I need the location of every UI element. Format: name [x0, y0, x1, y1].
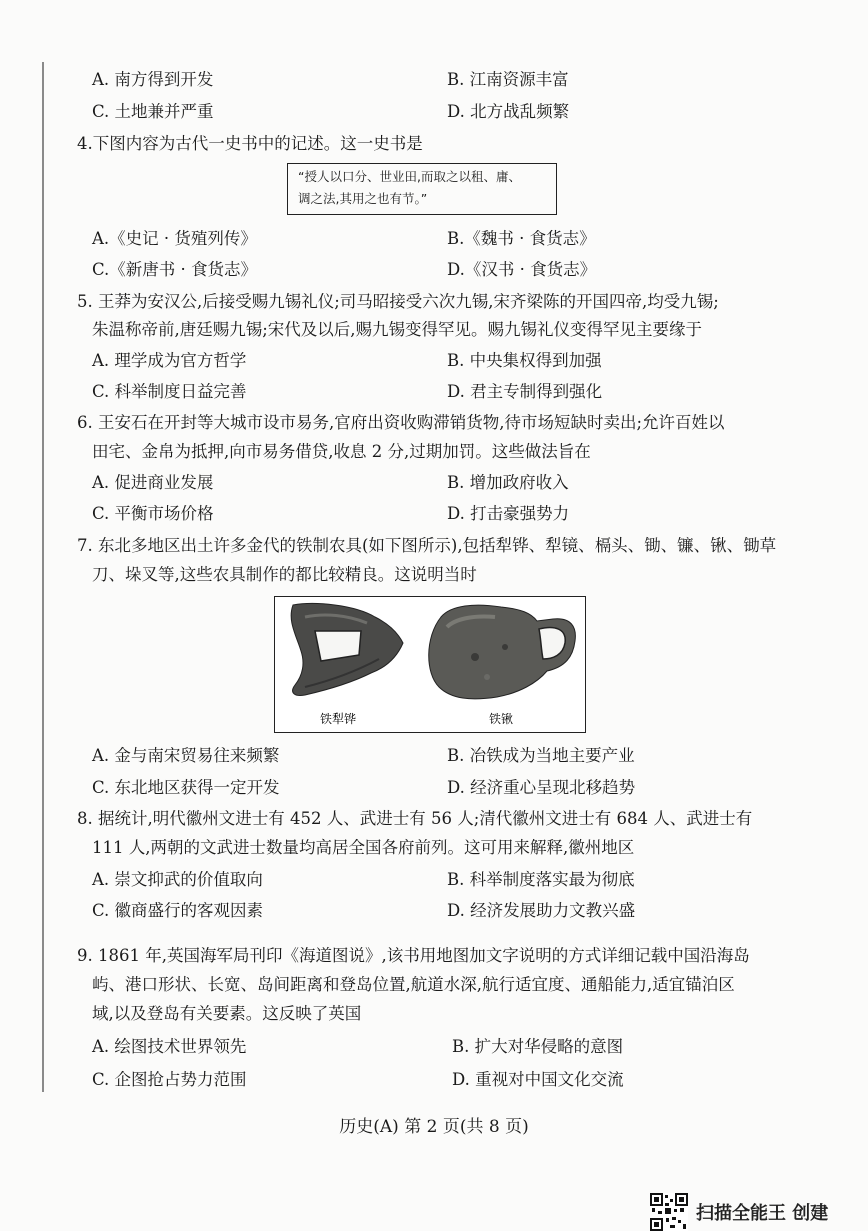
q9-stem-line1: 9. 1861 年,英国海军局刊印《海道图说》,该书用地图加文字说明的方式详细记载中国沿海岛: [77, 946, 750, 965]
q4-quote-line2: 调之法,其用之也有节。”: [298, 191, 428, 206]
q5-stem-line1: 5. 王莽为安汉公,后接受赐九锡礼仪;司马昭接受六次九锡,宋齐梁陈的开国四帝,均受九锡;: [77, 292, 719, 311]
q9-option-c: C. 企图抢占势力范围: [92, 1070, 247, 1089]
farm-tools-illustration: [275, 597, 584, 731]
figure-caption-shovel: 铁锹: [489, 712, 514, 726]
q4-option-b: B.《魏书 · 食货志》: [447, 229, 596, 248]
q5-option-c: C. 科举制度日益完善: [92, 382, 247, 401]
q3-option-a: A. 南方得到开发: [92, 70, 214, 89]
q6-stem-line2: 田宅、金帛为抵押,向市易务借贷,收息 2 分,过期加罚。这些做法旨在: [92, 442, 591, 461]
q6-option-a: A. 促进商业发展: [92, 473, 214, 492]
q9-option-d: D. 重视对中国文化交流: [452, 1070, 624, 1089]
iron-plowshare-image: [291, 604, 403, 696]
q9-stem-line2: 屿、港口形状、长宽、岛间距离和登岛位置,航道水深,航行适宜度、通船能力,适宜锚泊区: [92, 975, 735, 994]
qr-code-icon: [650, 1193, 688, 1231]
q7-stem-line1: 7. 东北多地区出土许多金代的铁制农具(如下图所示),包括犁铧、犁镜、槅头、锄、镰、锹、锄草: [77, 536, 777, 555]
q4-option-c: C.《新唐书 · 食货志》: [92, 260, 258, 279]
q6-stem-line1: 6. 王安石在开封等大城市设市易务,官府出资收购滞销货物,待市场短缺时卖出;允许百姓以: [77, 413, 725, 432]
q3-option-b: B. 江南资源丰富: [447, 70, 569, 89]
q3-option-d: D. 北方战乱频繁: [447, 102, 570, 121]
q5-option-a: A. 理学成为官方哲学: [92, 351, 247, 370]
q6-option-d: D. 打击豪强势力: [447, 504, 570, 523]
q8-option-d: D. 经济发展助力文教兴盛: [447, 901, 636, 920]
q4-option-a: A.《史记 · 货殖列传》: [92, 229, 257, 248]
page-footer: 历史(A) 第 2 页(共 8 页): [339, 1117, 529, 1137]
iron-shovel-image: [429, 605, 576, 699]
q5-option-b: B. 中央集权得到加强: [447, 351, 602, 370]
q8-option-b: B. 科举制度落实最为彻底: [447, 870, 635, 889]
q5-stem-line2: 朱温称帝前,唐廷赐九锡;宋代及以后,赐九锡变得罕见。赐九锡礼仪变得罕见主要缘于: [92, 320, 703, 339]
q3-option-c: C. 土地兼并严重: [92, 102, 214, 121]
q9-option-b: B. 扩大对华侵略的意图: [452, 1037, 624, 1056]
scanner-label: 扫描全能王 创建: [696, 1203, 829, 1224]
q7-option-b: B. 冶铁成为当地主要产业: [447, 746, 635, 765]
q4-quote-line1: “授人以口分、世业田,而取之以租、庸、: [298, 169, 521, 184]
figure-caption-plowshare: 铁犁铧: [320, 712, 357, 726]
q8-option-c: C. 徽商盛行的客观因素: [92, 901, 264, 920]
q7-stem-line2: 刀、垛叉等,这些农具制作的都比较精良。这说明当时: [92, 565, 477, 584]
q7-option-c: C. 东北地区获得一定开发: [92, 778, 280, 797]
q8-stem-line1: 8. 据统计,明代徽州文进士有 452 人、武进士有 56 人;清代徽州文进士有 684 人、武进士有: [77, 809, 753, 828]
q7-option-d: D. 经济重心呈现北移趋势: [447, 778, 636, 797]
q8-stem-line2: 111 人,两朝的文武进士数量均高居全国各府前列。这可用来解释,徽州地区: [92, 838, 635, 857]
q7-option-a: A. 金与南宋贸易往来频繁: [92, 746, 280, 765]
q9-stem-line3: 域,以及登岛有关要素。这反映了英国: [92, 1004, 362, 1023]
q8-option-a: A. 崇文抑武的价值取向: [92, 870, 263, 889]
q9-option-a: A. 绘图技术世界领先: [92, 1037, 247, 1056]
q6-option-b: B. 增加政府收入: [447, 473, 569, 492]
q4-option-d: D.《汉书 · 食货志》: [447, 260, 597, 279]
scanner-watermark: [650, 1193, 828, 1231]
q4-quote-box: [287, 163, 557, 215]
q4-stem: 4.下图内容为古代一史书中的记述。这一史书是: [77, 134, 423, 153]
q6-option-c: C. 平衡市场价格: [92, 504, 214, 523]
q7-figure: [274, 596, 586, 733]
q5-option-d: D. 君主专制得到强化: [447, 382, 603, 401]
